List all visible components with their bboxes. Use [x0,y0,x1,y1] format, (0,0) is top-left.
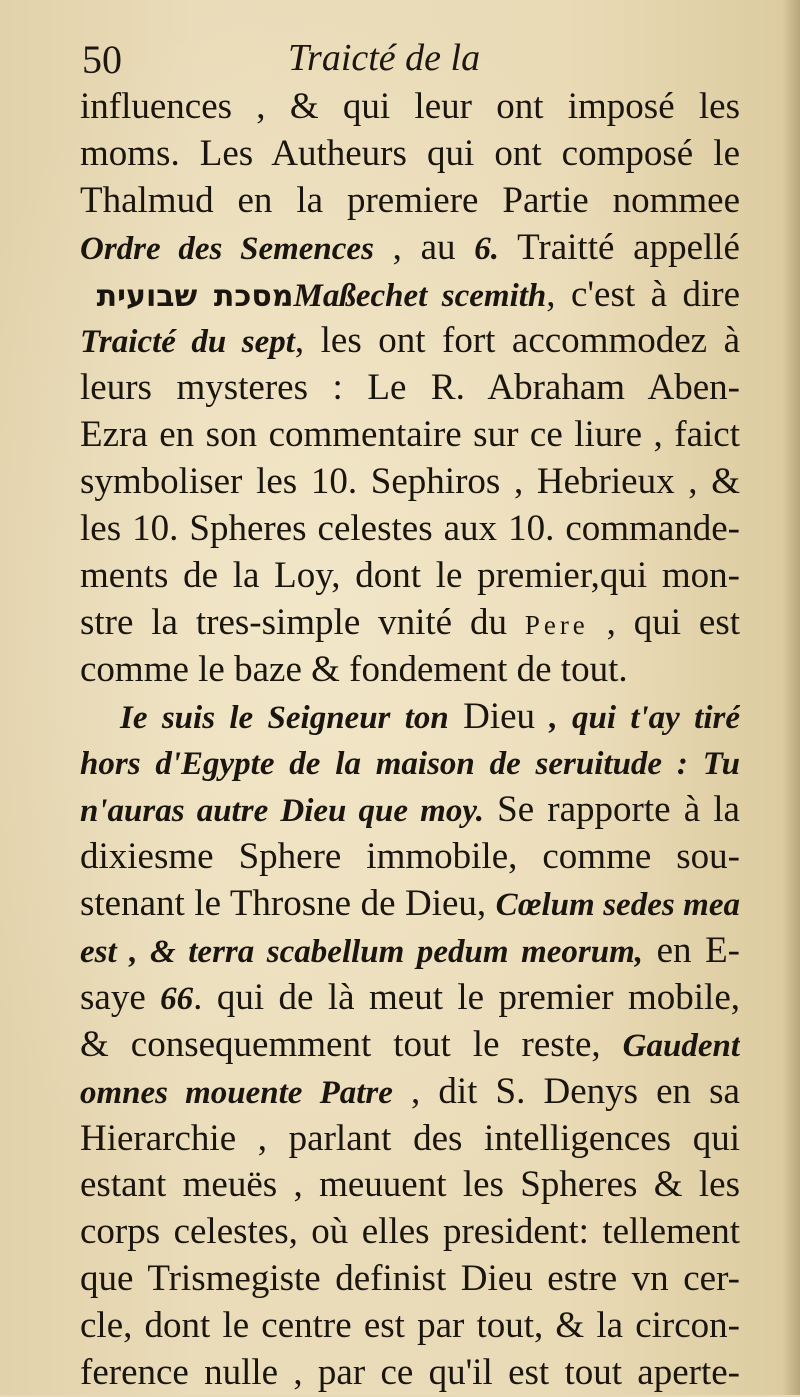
text-line [80,1162,740,1209]
text-segment: que Trismegiste definist Dieu estre vn cer- [80,1258,740,1300]
text-line [80,84,740,131]
text-segment: hors d'Egypte de la maison de seruitude : Tu [80,746,740,783]
text-segment: corps celestes, où elles president: tellement [80,1211,740,1253]
text-segment: n'auras autre Dieu que moy. [80,793,484,830]
text-line [80,1256,740,1303]
text-segment: Ezra en son commentaire sur ce liure , faict [80,414,740,456]
text-segment: Traitté appellé [499,226,740,268]
text-segment: saye [80,976,161,1018]
text-line [80,1303,740,1350]
text-line [80,1350,740,1397]
page-number: 50 [82,37,122,82]
text-segment: Maßechet scemith [293,277,547,314]
text-segment: Ordre des Semences [80,230,374,267]
text-line [80,1209,740,1256]
text-segment: Ie suis le Seigneur ton [120,699,464,736]
text-line [80,1022,740,1069]
text-segment: cle, dont le centre est par tout, & la circon- [80,1305,740,1347]
text-segment: 6. [474,230,500,267]
text-line [80,1116,740,1163]
text-line [80,225,740,272]
text-segment: leurs mysteres : Le R. Abraham Aben- [80,367,740,409]
text-line [80,131,740,178]
text-segment: moms. Les Autheurs qui ont composé le [80,132,740,174]
text-segment: stre la tres-simple vnité du [80,601,525,643]
text-line [80,1069,740,1116]
text-segment: Dieu [463,695,536,737]
text-line [80,459,740,506]
text-segment: symboliser les 10. Sephiros , Hebrieux , & [80,461,740,503]
text-segment: , qui est [588,601,740,643]
text-line [80,834,740,881]
text-segment: omnes mouente Patre [80,1074,393,1111]
text-segment: , les ont fort accommodez à [294,320,740,362]
text-line [80,412,740,459]
text-line [80,506,740,553]
text-segment: influences , & qui leur ont imposé les [80,86,740,127]
text-segment: , c'est à dire [546,273,740,315]
text-segment: Gaudent [622,1027,740,1064]
text-line [80,740,740,787]
text-line [80,318,740,365]
running-head: Traicté de la [288,37,481,79]
text-segment: , dit S. Denys en sa [392,1070,740,1112]
text-segment: Se rapporte à la [484,789,740,831]
text-line [80,553,740,600]
text-line [80,365,740,412]
page-edge-shadow [782,0,800,1395]
text-line [80,881,740,928]
text-segment: Hierarchie , parlant des intelligences qui [80,1117,740,1159]
text-segment: ference nulle , par ce qu'il est tout aperte- [80,1352,740,1394]
text-segment: מסכת שבועית [80,278,294,314]
text-segment: en E- [643,930,740,972]
text-segment: estant meuës , meuuent les Spheres & les [80,1164,740,1206]
text-segment: & consequemment tout le reste, [80,1023,623,1065]
text-line [80,694,740,741]
body-text [80,84,740,1397]
text-line [80,975,740,1022]
text-segment: ments de la Loy, dont le premier,qui mon- [80,554,740,596]
text-segment: , au [373,226,475,268]
text-segment: stenant le Throsne de Dieu, [80,883,496,925]
text-line [80,647,740,694]
text-segment: Cœlum sedes mea [495,887,740,924]
text-segment: Thalmud en la premiere Partie nommee [80,179,740,221]
page-header [0,34,800,84]
text-segment: Traicté du sept [80,324,295,361]
text-segment: dixiesme Sphere immobile, comme sou- [80,836,740,878]
text-line [80,178,740,225]
text-segment: 66 [160,980,194,1017]
text-line [80,787,740,834]
text-segment: Pere [524,609,589,640]
text-line [80,600,740,647]
text-segment: les 10. Spheres celestes aux 10. commande- [80,508,740,550]
text-line [80,272,740,319]
text-segment: est , & terra scabellum pedum meorum, [80,934,644,971]
text-segment: comme le baze & fondement de tout. [80,648,628,690]
text-segment: , qui t'ay tiré [535,699,740,736]
text-segment: . qui de là meut le premier mobile, [193,976,740,1018]
text-line [80,928,740,975]
